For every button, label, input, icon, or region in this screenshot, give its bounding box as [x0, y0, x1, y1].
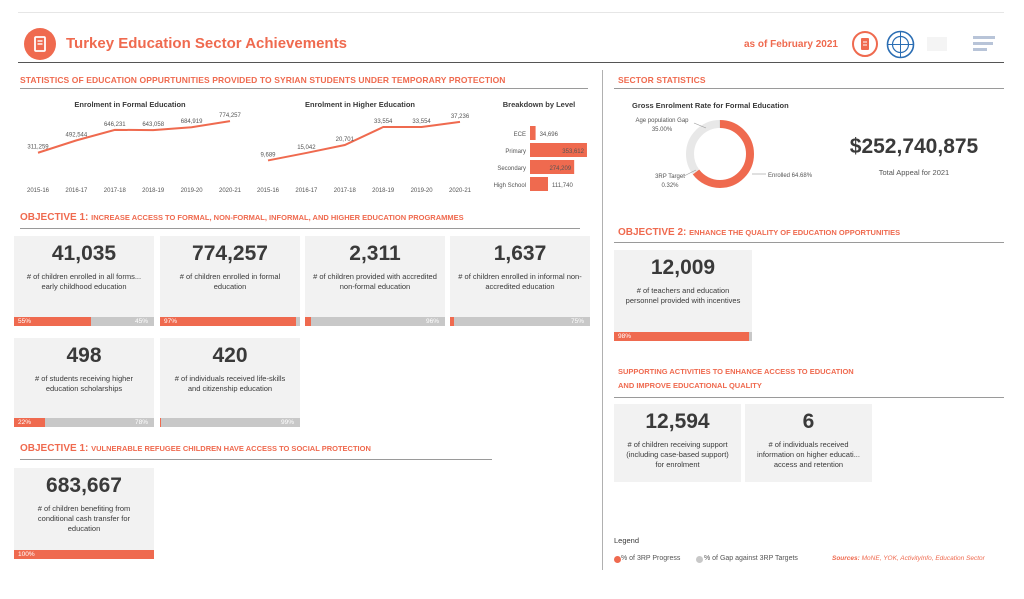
- gap-label: 45%: [134, 318, 148, 325]
- bar: [530, 126, 536, 140]
- supporting-rule: [614, 397, 1004, 398]
- objective1-prefix: OBJECTIVE 1:: [20, 212, 89, 223]
- x-tick-label: 2020-21: [218, 188, 242, 194]
- slice-pct: 35.00%: [651, 127, 673, 133]
- data-label: 111,740: [552, 183, 573, 189]
- legend-title: Legend: [614, 536, 640, 545]
- objective1-text: INCREASE ACCESS TO FORMAL, NON-FORMAL, INFORMAL, AND HIGHER EDUCATION PROGRAMMES: [91, 213, 464, 222]
- kpi-description: # of children benefiting from conditional cash transfer for education: [37, 504, 131, 533]
- kpi-description: # of individuals received information on higher educati... access and retention: [757, 440, 860, 469]
- x-tick-label: 2016-17: [65, 188, 88, 194]
- x-tick-label: 2015-16: [256, 188, 280, 194]
- kpi-value: 6: [802, 410, 815, 433]
- progress-fill: [305, 317, 311, 326]
- bar: [530, 177, 548, 191]
- sources-text: [832, 555, 985, 562]
- kpi-description: # of children receiving support (including case-based support) for enrolment: [626, 440, 729, 469]
- ger-chart-title: Gross Enrolment Rate for Formal Education: [632, 101, 789, 110]
- sources-label: Sources:: [832, 555, 860, 562]
- data-label: 33,554: [412, 119, 431, 126]
- kpi-description: # of children enrolled in all forms... early childhood education: [26, 272, 142, 291]
- progress-bar: [14, 418, 154, 427]
- stats-section-rule: [20, 88, 588, 89]
- kpi-value: 1,637: [493, 242, 547, 265]
- data-label: 20,701: [335, 137, 354, 144]
- progress-label: 100%: [18, 551, 35, 558]
- kpi-value: 41,035: [51, 242, 117, 265]
- top-rule: [18, 12, 1004, 13]
- kpi-description: # of children enrolled in informal non-accredited education: [458, 272, 582, 291]
- page-title: Turkey Education Sector Achievements: [66, 35, 347, 52]
- data-label: 274,209: [549, 166, 572, 172]
- gap-label: 75%: [570, 318, 584, 325]
- header-rule: [18, 62, 1004, 63]
- progress-fill: [450, 317, 454, 326]
- progress-bar: [14, 317, 154, 326]
- kpi-description: # of teachers and education personnel provided with incentives: [625, 286, 741, 305]
- objective1-rule: [20, 228, 580, 229]
- data-label: 37,236: [450, 113, 470, 120]
- kpi-card: [14, 338, 154, 427]
- kpi-description: # of individuals received life-skills and citizenship education: [174, 374, 286, 393]
- formal-chart: [16, 112, 246, 202]
- progress-fill: [14, 550, 154, 559]
- coordination-logo: [925, 33, 1005, 55]
- gap-label: 78%: [134, 419, 148, 426]
- data-label: 33,554: [374, 119, 393, 126]
- un-emblem-icon: [885, 29, 916, 60]
- x-tick-label: 2019-20: [410, 188, 433, 194]
- data-label: 492,544: [65, 132, 88, 139]
- x-tick-label: 2020-21: [448, 188, 472, 194]
- appeal-label: Total Appeal for 2021: [878, 168, 950, 177]
- kpi-value: 420: [212, 344, 248, 367]
- legend-progress-label: % of 3RP Progress: [621, 555, 681, 562]
- progress-label: 98%: [618, 333, 632, 340]
- progress-bar: [450, 317, 590, 326]
- header-book-icon: [24, 28, 56, 60]
- objective1b-rule: [20, 459, 492, 460]
- breakdown-chart: [478, 122, 598, 200]
- category-label: ECE: [513, 132, 526, 138]
- kpi-description: # of children provided with accredited non-formal education: [313, 272, 437, 291]
- x-tick-label: 2016-17: [295, 188, 318, 194]
- gap-label: 99%: [280, 419, 294, 426]
- data-label: 646,231: [103, 121, 126, 128]
- sources-value: MoNE, YOK, ActivityInfo, Education Sector: [861, 555, 985, 562]
- appeal-value: $252,740,875: [849, 135, 979, 158]
- kpi-card: [614, 404, 741, 482]
- progress-label: 22%: [18, 419, 32, 426]
- kpi-value: 12,009: [650, 256, 716, 279]
- kpi-value: 774,257: [192, 242, 268, 265]
- progress-bar: [305, 317, 445, 326]
- kpi-card: [14, 236, 154, 326]
- stats-section-title: STATISTICS OF EDUCATION OPPURTUNITIES PROVIDED TO SYRIAN STUDENTS UNDER TEMPORARY PROTECTION: [20, 75, 506, 85]
- progress-fill: [160, 418, 161, 427]
- supporting-title-line2: AND IMPROVE EDUCATIONAL QUALITY: [618, 381, 762, 390]
- kpi-value: 683,667: [46, 474, 122, 497]
- progress-label: 55%: [18, 318, 32, 325]
- kpi-value: 498: [66, 344, 102, 367]
- progress-bar: [614, 332, 752, 341]
- progress-fill: [160, 317, 296, 326]
- slice-pct: 0.32%: [661, 183, 679, 189]
- kpi-description: # of children enrolled in formal education: [179, 272, 281, 291]
- category-label: Secondary: [497, 166, 526, 172]
- slice-label: 3RP Target: [655, 174, 685, 180]
- higher-chart-title: Enrolment in Higher Education: [304, 100, 415, 109]
- objective1b-title: [20, 443, 371, 454]
- objective2-title: [618, 227, 900, 238]
- objective2-text: ENHANCE THE QUALITY OF EDUCATION OPPORTUNITIES: [689, 228, 901, 237]
- supporting-title-line1: SUPPORTING ACTIVITIES TO ENHANCE ACCESS TO EDUCATION: [618, 367, 854, 376]
- objective1b-prefix: OBJECTIVE 1:: [20, 443, 89, 454]
- date-label: as of February 2021: [744, 39, 838, 50]
- data-label: 9,689: [260, 152, 276, 159]
- kpi-card: [745, 404, 872, 482]
- progress-bar: [14, 550, 154, 559]
- column-divider: [602, 70, 603, 570]
- objective2-prefix: OBJECTIVE 2:: [618, 227, 687, 238]
- data-label: 643,058: [142, 122, 165, 129]
- ger-donut-chart: [614, 110, 824, 200]
- partner-book-icon: [852, 31, 878, 57]
- x-tick-label: 2019-20: [180, 188, 203, 194]
- objective1-title: [20, 212, 464, 223]
- objective1b-text: VULNERABLE REFUGEE CHILDREN HAVE ACCESS TO SOCIAL PROTECTION: [91, 444, 371, 453]
- data-label: 15,042: [297, 144, 316, 151]
- kpi-value: 2,311: [349, 242, 401, 265]
- kpi-value: 12,594: [645, 410, 710, 433]
- x-tick-label: 2015-16: [26, 188, 50, 194]
- data-label: 311,259: [27, 144, 49, 151]
- category-label: Primary: [505, 149, 526, 155]
- kpi-card: [614, 250, 752, 341]
- objective2-rule: [614, 242, 1004, 243]
- formal-chart-title: Enrolment in Formal Education: [74, 100, 186, 109]
- x-tick-label: 2017-18: [103, 188, 126, 194]
- progress-bar: [160, 317, 300, 326]
- kpi-card: [305, 236, 445, 326]
- x-tick-label: 2018-19: [372, 188, 395, 194]
- data-label: 684,919: [180, 119, 203, 126]
- sector-section-title: SECTOR STATISTICS: [618, 75, 706, 85]
- kpi-card: [450, 236, 590, 326]
- legend-progress-swatch: [614, 556, 621, 563]
- category-label: High School: [493, 183, 526, 189]
- higher-chart: [246, 112, 476, 202]
- kpi-description: # of students receiving higher education scholarships: [35, 374, 133, 393]
- x-tick-label: 2018-19: [142, 188, 165, 194]
- progress-label: 97%: [164, 318, 178, 325]
- kpi-card: [160, 236, 300, 326]
- kpi-card: [14, 468, 154, 559]
- progress-fill: [614, 332, 749, 341]
- slice-label: Age population Gap: [635, 118, 689, 124]
- gap-label: 96%: [425, 318, 439, 325]
- legend-gap-label: % of Gap against 3RP Targets: [704, 555, 798, 562]
- data-label: 774,257: [219, 113, 241, 120]
- legend-gap-swatch: [696, 556, 703, 563]
- kpi-card: [160, 338, 300, 427]
- sector-section-rule: [614, 88, 1004, 89]
- progress-bar: [160, 418, 300, 427]
- series-line: [268, 122, 460, 161]
- data-label: 34,696: [539, 132, 558, 138]
- breakdown-chart-title: Breakdown by Level: [502, 100, 576, 109]
- data-label: 353,612: [562, 149, 584, 155]
- slice-label: Enrolled 64.68%: [768, 173, 813, 179]
- x-tick-label: 2017-18: [333, 188, 356, 194]
